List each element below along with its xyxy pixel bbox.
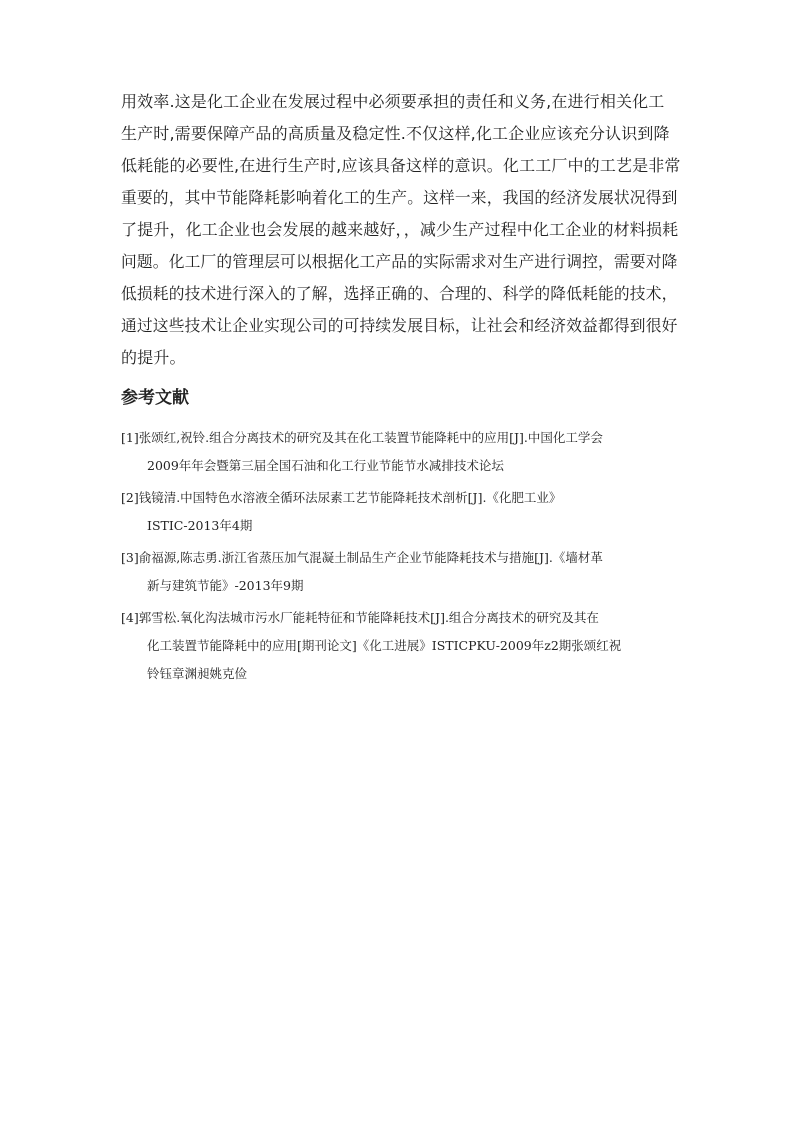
references-heading: 参考文献 bbox=[121, 388, 189, 408]
reference-line: [3]俞福源,陈志勇.浙江省蒸压加气混凝土制品生产企业节能降耗技术与措施[J].《墙材革 bbox=[121, 550, 603, 565]
reference-line: [2]钱镜清.中国特色水溶液全循环法尿素工艺节能降耗技术剖析[J].《化肥工业》 bbox=[121, 490, 562, 505]
reference-line: [4]郭雪松.氧化沟法城市污水厂能耗特征和节能降耗技术[J].组合分离技术的研究及其在 bbox=[121, 610, 599, 625]
reference-line: ISTIC-2013年4期 bbox=[147, 518, 253, 533]
paragraph-line: 重要的，其中节能降耗影响着化工的生产。这样一来，我国的经济发展状况得到 bbox=[121, 188, 678, 207]
reference-item bbox=[121, 484, 681, 540]
paragraph-line: 了提升，化工企业也会发展的越来越好，，减少生产过程中化工企业的材料损耗 bbox=[121, 220, 679, 239]
paragraph-line: 通过这些技术让企业实现公司的可持续发展目标，让社会和经济效益都得到很好 bbox=[121, 316, 678, 335]
reference-line: 铃钰章渊昶姚克俭 bbox=[147, 666, 248, 681]
paragraph-line: 问题。化工厂的管理层可以根据化工产品的实际需求对生产进行调控，需要对降 bbox=[121, 252, 678, 271]
paragraph-line: 生产时,需要保障产品的高质量及稳定性.不仅这样,化工企业应该充分认识到降 bbox=[121, 124, 670, 143]
paragraph-line: 低损耗的技术进行深入的了解，选择正确的、合理的、科学的降低耗能的技术， bbox=[121, 284, 678, 303]
body-paragraph bbox=[121, 86, 681, 374]
reference-line: [1]张颂红,祝铃.组合分离技术的研究及其在化工装置节能降耗中的应用[J].中国化工学会 bbox=[121, 430, 603, 445]
reference-line: 2009年年会暨第三届全国石油和化工行业节能节水减排技术论坛 bbox=[147, 458, 504, 473]
references-list bbox=[121, 424, 681, 688]
reference-line: 新与建筑节能》-2013年9期 bbox=[147, 578, 304, 593]
reference-item bbox=[121, 544, 681, 600]
reference-item bbox=[121, 424, 681, 480]
paragraph-line: 用效率.这是化工企业在发展过程中必须要承担的责任和义务,在进行相关化工 bbox=[121, 92, 665, 111]
paragraph-line: 的提升。 bbox=[121, 348, 186, 367]
paragraph-line: 低耗能的必要性,在进行生产时,应该具备这样的意识。化工工厂中的工艺是非常 bbox=[121, 156, 681, 175]
reference-item bbox=[121, 604, 681, 688]
reference-line: 化工装置节能降耗中的应用[期刊论文]《化工进展》ISTICPKU-2009年z2期张颂红祝 bbox=[147, 638, 622, 653]
